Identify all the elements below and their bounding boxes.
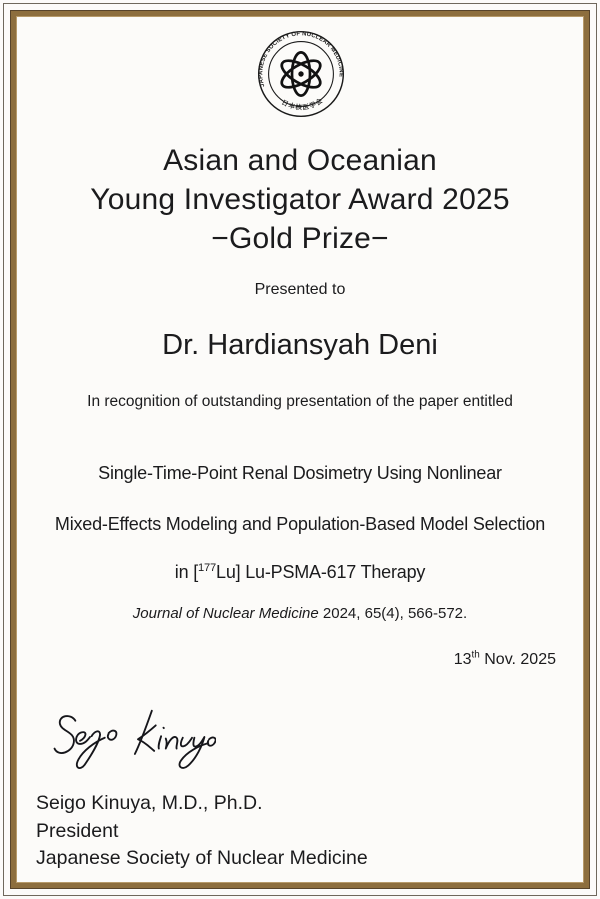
signatory-organization: Japanese Society of Nuclear Medicine (36, 847, 368, 869)
presented-to-label: Presented to (254, 281, 346, 298)
recognition-statement: In recognition of outstanding presentation of the paper entitled (87, 393, 513, 410)
society-seal-icon (256, 28, 346, 120)
paper-title-line3-post: Lu] Lu-PSMA-617 Therapy (216, 562, 426, 582)
award-prize-line: −Gold Prize− (211, 222, 389, 255)
signatory-block (36, 790, 368, 873)
award-date (454, 651, 556, 669)
award-title-line2: Young Investigator Award 2025 (90, 183, 510, 216)
seal-ring-text: JAPANESE SOCIETY OF NUCLEAR MEDICINE (258, 31, 344, 88)
date-ordinal-suffix: th (471, 649, 480, 661)
paper-title-line2: Mixed-Effects Modeling and Population-Based Model Selection (54, 514, 546, 534)
svg-text:日本核医学会 (280, 95, 325, 111)
signature (46, 698, 216, 786)
isotope-superscript: 177 (198, 562, 217, 574)
journal-name: Journal of Nuclear Medicine (132, 605, 319, 622)
paper-title-line3-pre: in [ (174, 562, 198, 582)
svg-text:JAPANESE SOCIETY OF NUCLEAR ME (258, 31, 343, 87)
seal-bottom-text: 日本核医学会 (280, 96, 325, 112)
award-title (0, 141, 600, 258)
atom-icon (278, 52, 324, 95)
journal-citation: 2024, 65(4), 566-572. (318, 605, 468, 622)
society-seal (256, 28, 346, 120)
signatory-name: Seigo Kinuya, M.D., Ph.D. (36, 792, 263, 814)
signature-icon (46, 698, 216, 786)
paper-title-line3 (0, 562, 600, 583)
recipient-name: Dr. Hardiansyah Deni (162, 329, 438, 361)
journal-reference (0, 605, 600, 622)
date-month-year: Nov. 2025 (479, 651, 556, 668)
signatory-title: President (36, 819, 119, 842)
award-title-line1: Asian and Oceanian (163, 144, 437, 177)
paper-title-line1: Single-Time-Point Renal Dosimetry Using Nonlinear (98, 463, 502, 483)
date-day: 13 (453, 651, 472, 668)
